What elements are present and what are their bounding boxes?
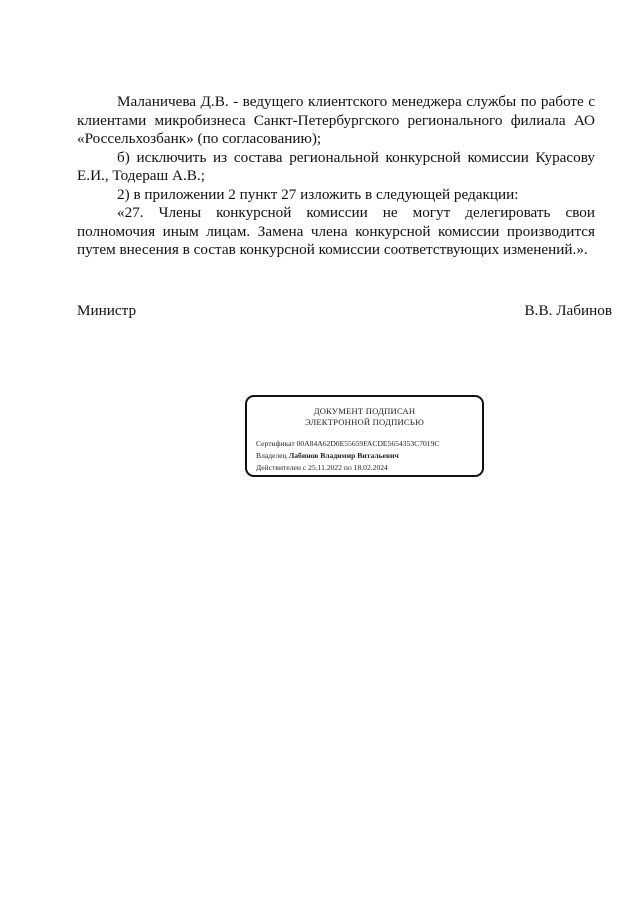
signatory-position: Министр [77,302,137,319]
stamp-validity: Действителен с 25.11.2022 по 18.02.2024 [256,463,388,472]
electronic-signature-stamp [245,395,484,477]
paragraph-4: «27. Члены конкурсной комиссии не могут делегировать свои полномочия иным лицам. Замена члена конкурсной комиссии производится путем внесения в состав конкурсной комиссии соответствующих изменений.». [77,204,595,258]
stamp-title-line-1: ДОКУМЕНТ ПОДПИСАН [313,406,416,416]
paragraph-3: 2) в приложении 2 пункт 27 изложить в следующей редакции: [117,185,519,203]
owner-label: Владелец [256,451,287,460]
paragraph-1: Маланичева Д.В. - ведущего клиентского менеджера службы по работе с клиентами микробизнеса Санкт-Петербургского регионального филиала АО «Россельхозбанк» (по согласованию); [77,93,595,147]
stamp-title-line-2: ЭЛЕКТРОННОЙ ПОДПИСЬЮ [304,416,424,427]
owner-value: Лабинов Владимир Витальевич [288,451,399,460]
signatory-name: В.В. Лабинов [524,302,612,319]
stamp-title [247,406,482,427]
certificate-value: 00A84A62D0E55659FACDE5654353C7019C [296,439,440,448]
paragraph-2: б) исключить из состава региональной конкурсной комиссии Курасову Е.И., Тодераш А.В.; [77,148,595,184]
signature-block [77,302,612,320]
stamp-certificate [256,439,439,449]
certificate-label: Сертификат [256,439,295,448]
document-body [77,93,595,260]
stamp-owner [256,451,399,461]
